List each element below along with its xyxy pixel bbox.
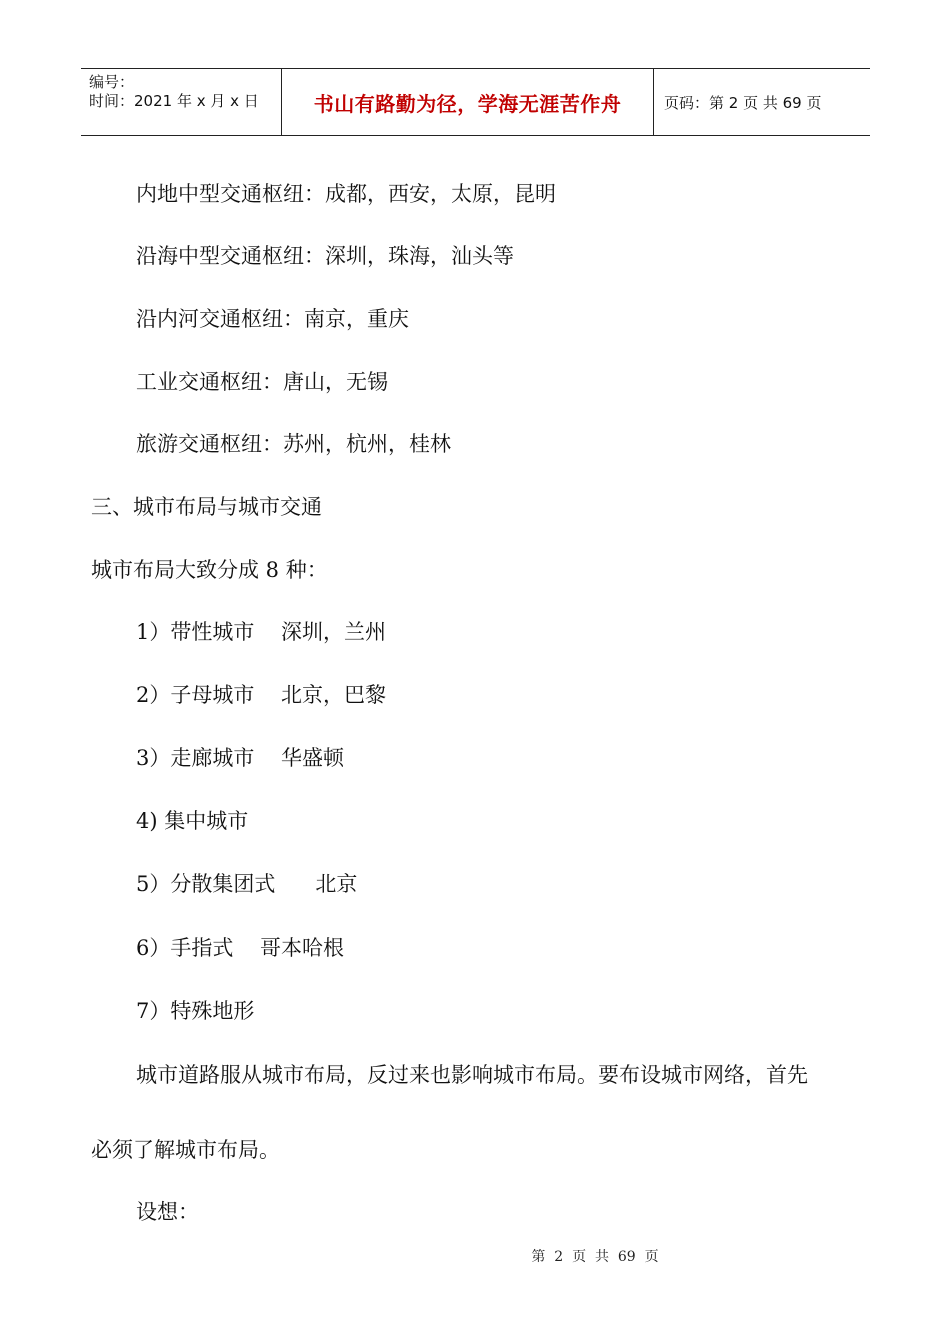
serial-number-label: 编号： — [89, 73, 135, 91]
idea-label: 设想： — [136, 1200, 199, 1224]
header-meta — [81, 69, 281, 135]
page-footer: 第 2 页 共 69 页 — [531, 1249, 659, 1265]
layout-intro: 城市布局大致分成 8 种： — [91, 558, 328, 582]
page-header — [81, 68, 870, 136]
layout-item: 4) 集中城市 — [136, 809, 249, 833]
layout-item: 7）特殊地形 — [136, 999, 255, 1023]
paragraph-line-1: 城市道路服从城市布局，反过来也影响城市布局。要布设城市网络，首先 — [136, 1063, 808, 1087]
date-label: 时间：2021 年 x 月 x 日 — [89, 92, 259, 110]
paragraph-line-2: 必须了解城市布局。 — [91, 1138, 280, 1162]
header-page-info: 页码：第 2 页 共 69 页 — [664, 93, 822, 112]
layout-item: 5）分散集团式 北京 — [136, 872, 358, 896]
hub-industrial-line: 工业交通枢纽：唐山，无锡 — [136, 370, 388, 394]
layout-item: 1）带性城市 深圳，兰州 — [136, 620, 387, 644]
hub-inland-line: 内地中型交通枢纽：成都，西安，太原，昆明 — [136, 182, 556, 206]
hub-river-line: 沿内河交通枢纽：南京，重庆 — [136, 307, 409, 331]
hub-tourism-line: 旅游交通枢纽：苏州，杭州，桂林 — [136, 432, 451, 456]
section-heading: 三、城市布局与城市交通 — [91, 495, 322, 519]
layout-item: 6）手指式 哥本哈根 — [136, 936, 345, 960]
layout-item: 3）走廊城市 华盛顿 — [136, 746, 345, 770]
header-motto: 书山有路勤为径，学海无涯苦作舟 — [281, 69, 654, 135]
hub-coastal-line: 沿海中型交通枢纽：深圳，珠海，汕头等 — [136, 244, 514, 268]
layout-item: 2）子母城市 北京，巴黎 — [136, 683, 387, 707]
